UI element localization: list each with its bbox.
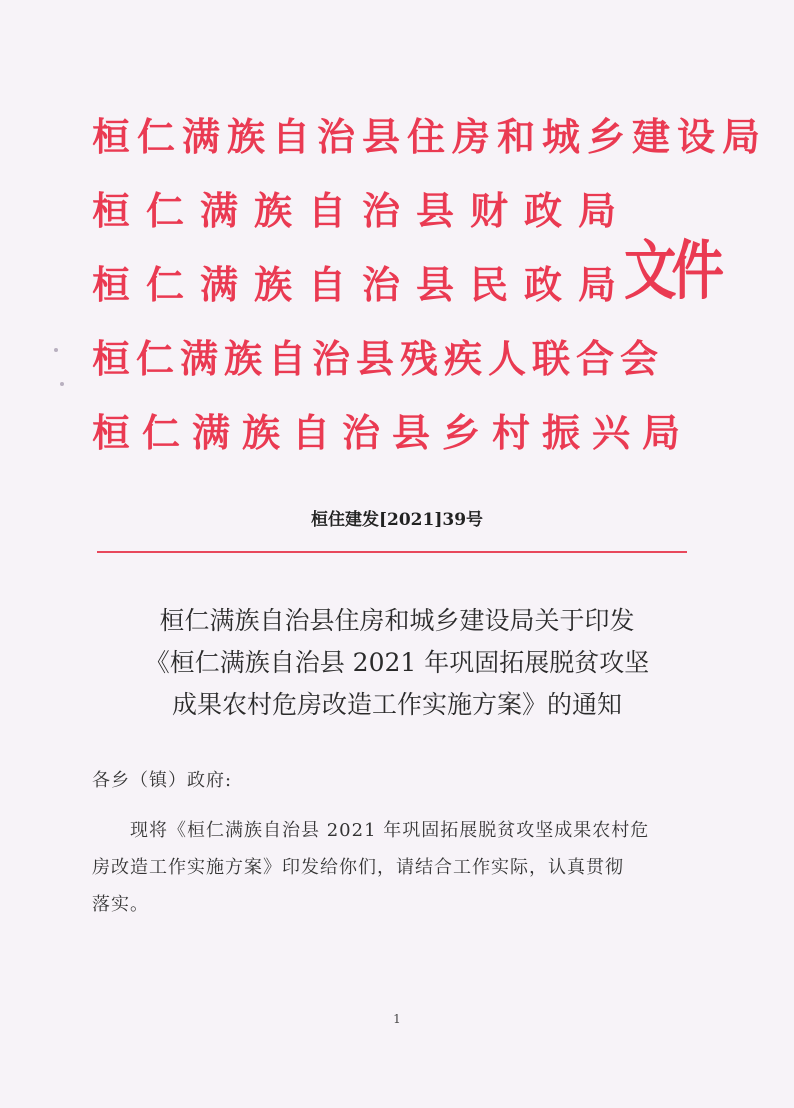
scan-speck <box>54 348 58 352</box>
salutation: 各乡（镇）政府: <box>92 770 233 791</box>
page-number: 1 <box>393 1012 401 1026</box>
title-line: 桓仁满族自治县住房和城乡建设局关于印发 <box>159 606 635 635</box>
issuer-disabled-federation: 桓仁满族自治县残疾人联合会 <box>92 336 665 381</box>
issuer-housing-bureau: 桓仁满族自治县住房和城乡建设局 <box>92 114 768 159</box>
body-line: 落实。 <box>92 894 149 915</box>
body-line: 现将《桓仁满族自治县 2021 年巩固拓展脱贫攻坚成果农村危 <box>130 820 650 841</box>
red-separator-line <box>97 551 687 553</box>
issuer-finance-bureau: 桓仁满族自治县财政局 <box>92 188 633 233</box>
body-line: 房改造工作实施方案》印发给你们，请结合工作实际，认真贯彻 <box>92 857 624 878</box>
notice-title <box>0 600 794 726</box>
document-number: 桓住建发[2021]39号 <box>310 510 484 530</box>
issuer-civil-affairs-bureau: 桓仁满族自治县民政局 <box>92 262 633 307</box>
notice-body <box>92 812 712 923</box>
scan-speck <box>60 382 64 386</box>
issuer-rural-revitalization-bureau: 桓仁满族自治县乡村振兴局 <box>92 410 693 455</box>
title-line: 《桓仁满族自治县 2021 年巩固拓展脱贫攻坚 <box>144 648 650 677</box>
title-line: 成果农村危房改造工作实施方案》的通知 <box>171 690 622 719</box>
document-stamp-word: 文件 <box>624 234 720 309</box>
